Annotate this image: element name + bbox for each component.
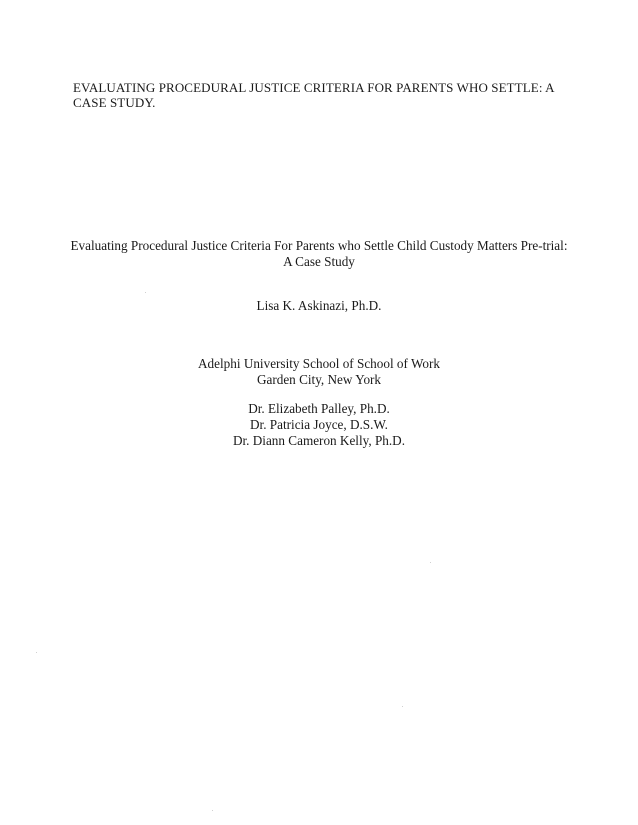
running-header bbox=[73, 80, 573, 110]
title-block bbox=[0, 238, 638, 270]
title-line-1: Evaluating Procedural Justice Criteria For Parents who Settle Child Custody Matters Pre-trial: bbox=[70, 238, 568, 253]
running-header-line-1: EVALUATING PROCEDURAL JUSTICE CRITERIA FOR PARENTS WHO SETTLE: A bbox=[73, 80, 555, 95]
scan-speck bbox=[430, 562, 431, 563]
scan-speck bbox=[145, 292, 146, 293]
scan-speck bbox=[212, 810, 213, 811]
author-line: Lisa K. Askinazi, Ph.D. bbox=[256, 298, 382, 313]
institution-location: Garden City, New York bbox=[256, 372, 382, 387]
committee-member: Dr. Patricia Joyce, D.S.W. bbox=[250, 417, 388, 432]
title-line-2: A Case Study bbox=[283, 254, 355, 269]
committee-list bbox=[0, 401, 638, 449]
committee-member: Dr. Diann Cameron Kelly, Ph.D. bbox=[232, 433, 406, 448]
institution-name: Adelphi University School of School of Work bbox=[198, 356, 440, 371]
running-header-line-2: CASE STUDY. bbox=[73, 95, 156, 110]
institution-block bbox=[0, 356, 638, 388]
scan-speck bbox=[402, 706, 403, 707]
committee-member: Dr. Elizabeth Palley, Ph.D. bbox=[248, 401, 390, 416]
scan-speck bbox=[36, 652, 37, 653]
author-name bbox=[0, 298, 638, 314]
